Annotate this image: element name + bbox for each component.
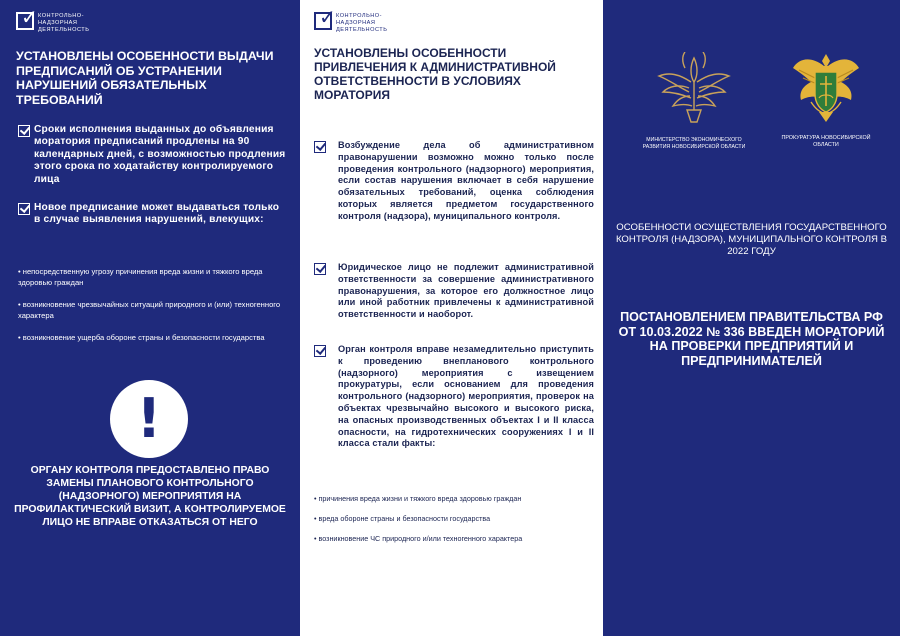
left-heading: УСТАНОВЛЕНЫ ОСОБЕННОСТИ ВЫДАЧИ ПРЕДПИСАНИЙ ОБ УСТРАНЕНИИ НАРУШЕНИЙ ОБЯЗАТЕЛЬНЫХ ТРЕБОВАНИЙ — [16, 49, 274, 107]
right-panel — [603, 0, 900, 636]
ministry-caption: МИНИСТЕРСТВО ЭКОНОМИЧЕСКОГО РАЗВИТИЯ НОВОСИБИРСКОЙ ОБЛАСТИ — [642, 137, 746, 150]
right-subtitle: ОСОБЕННОСТИ ОСУЩЕСТВЛЕНИЯ ГОСУДАРСТВЕННОГО КОНТРОЛЯ (НАДЗОРА), МУНИЦИПАЛЬНОГО КОНТРОЛЯ В 2022 ГОДУ — [615, 222, 888, 257]
middle-bullet: • возникновение ЧС природного и/или техногенного характера — [314, 534, 523, 543]
ministry-eagle-icon — [655, 52, 733, 128]
middle-point-case: Возбуждение дела об административном правонарушении возможно можно только после проведения контрольного (надзорного) мероприятия, если состав нарушения включает в себя нарушение обязательных требований, оценка соблюдения которых является предметом государственного контроля (надзора), муниципального контроля. — [314, 140, 594, 223]
left-point-new-order: Новое предписание может выдаваться только в случае выявления нарушений, влекущих: — [18, 202, 288, 227]
middle-point-legal-entity: Юридическое лицо не подлежит административной ответственности за совершение административного правонарушения, за которое его должностное лицо или иной работник привлечены к административной ответственности и наоборот. — [314, 262, 594, 321]
left-point-extension: Сроки исполнения выданных до объявления моратория предписаний продлены на 90 календарных дней, с возможностью продления этого срока по ходатайству контролируемого лица — [18, 124, 288, 186]
control-logo — [16, 7, 90, 34]
middle-panel — [300, 0, 603, 636]
middle-bullet: • вреда обороне страны и безопасности государства — [314, 514, 491, 523]
check-icon — [314, 345, 326, 357]
exclamation-icon: ! — [110, 380, 188, 458]
right-main-title: ПОСТАНОВЛЕНИЕМ ПРАВИТЕЛЬСТВА РФ ОТ 10.03.2022 № 336 ВВЕДЕН МОРАТОРИЙ НА ПРОВЕРКИ ПРЕДПРИЯТИЙ И ПРЕДПРИНИМАТЕЛЕЙ — [618, 310, 885, 368]
checkbox-logo-icon: ✓ — [16, 12, 34, 30]
check-icon — [18, 203, 30, 215]
left-bullet: • возникновение чрезвычайных ситуаций природного и (или) техногенного характера — [18, 300, 281, 320]
logo-text: КОНТРОЛЬНО- НАДЗОРНАЯ ДЕЯТЕЛЬНОСТЬ — [336, 13, 388, 33]
prosecutor-emblem — [776, 52, 876, 149]
checkbox-logo-icon: ✓ — [314, 12, 332, 30]
middle-bullet: • причинения вреда жизни и тяжкого вреда здоровью граждан — [314, 494, 522, 503]
left-bullet: • возникновение ущерба обороне страны и безопасности государства — [18, 333, 265, 342]
check-icon — [314, 141, 326, 153]
ministry-emblem — [639, 52, 749, 150]
middle-point-unscheduled: Орган контроля вправе незамедлительно приступить к проведению внепланового контрольного (надзорного) мероприятия с извещением прокуратуры, если основанием для проведения контрольного (надзорного) мероприятия, проверок на объектах чрезвычайно высокого и высокого риска, на опасных производственных объектах I и II класса опасности, на гидротехнических сооружениях I и II класса стали факты: — [314, 344, 594, 450]
check-icon — [314, 263, 326, 275]
check-icon — [18, 125, 30, 137]
prosecutor-eagle-icon — [791, 52, 861, 126]
left-panel — [0, 0, 300, 636]
logo-text: КОНТРОЛЬНО- НАДЗОРНАЯ ДЕЯТЕЛЬНОСТЬ — [38, 13, 90, 33]
control-logo — [314, 7, 388, 34]
left-bottom-note: ОРГАНУ КОНТРОЛЯ ПРЕДОСТАВЛЕНО ПРАВО ЗАМЕНЫ ПЛАНОВОГО КОНТРОЛЬНОГО (НАДЗОРНОГО) МЕРОПРИЯТИЯ НА ПРОФИЛАКТИЧЕСКИЙ ВИЗИТ, А КОНТРОЛИРУЕМОЕ ЛИЦО НЕ ВПРАВЕ ОТКАЗАТЬСЯ ОТ НЕГО — [14, 465, 286, 528]
middle-heading: УСТАНОВЛЕНЫ ОСОБЕННОСТИ ПРИВЛЕЧЕНИЯ К АДМИНИСТРАТИВНОЙ ОТВЕТСТВЕННОСТИ В УСЛОВИЯХ МОРАТОРИЯ — [314, 46, 556, 102]
left-bullet: • непосредственную угрозу причинения вреда жизни и тяжкого вреда здоровью граждан — [18, 267, 263, 287]
prosecutor-caption: ПРОКУРАТУРА НОВОСИБИРСКОЙ ОБЛАСТИ — [781, 135, 871, 148]
